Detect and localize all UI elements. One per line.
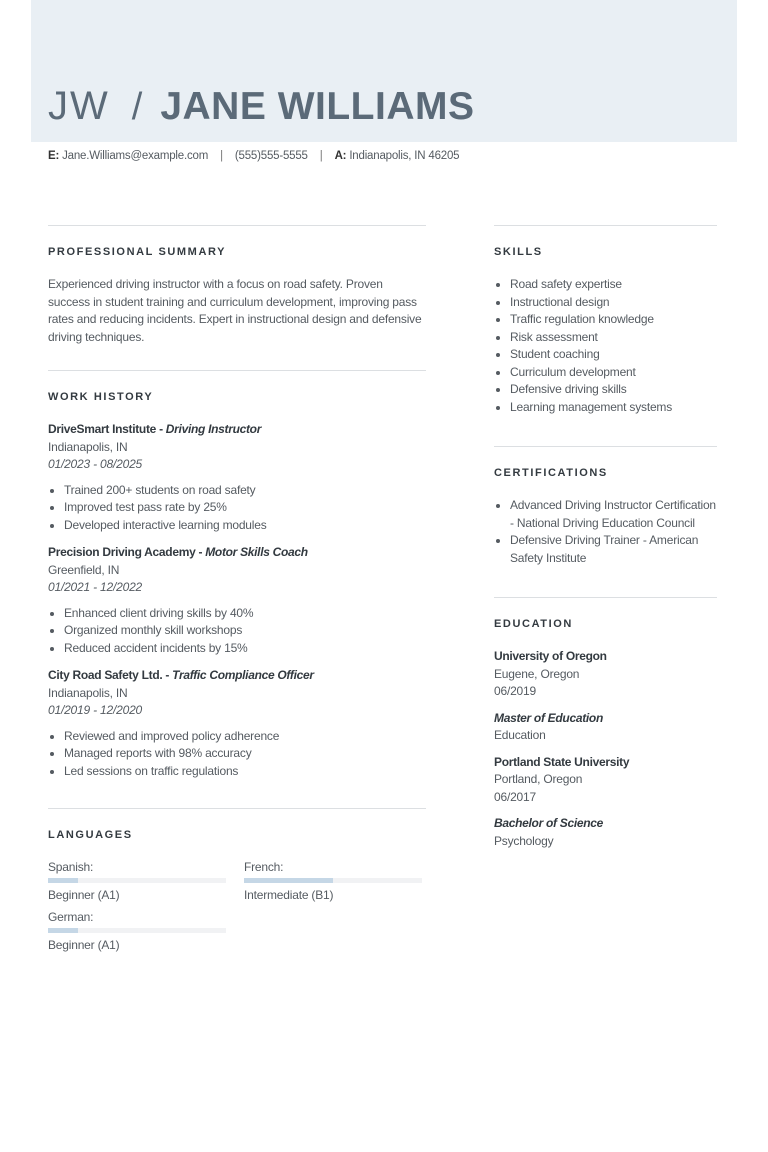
skill-item: • Curriculum development <box>510 364 717 382</box>
certification-item: • Advanced Driving Instructor Certification - National Driving Education Council <box>510 497 717 532</box>
job-bullet: • Organized monthly skill workshops <box>64 622 426 640</box>
contact-separator: | <box>220 150 223 162</box>
address-value: Indianapolis, IN 46205 <box>349 150 460 162</box>
section-divider <box>494 225 717 226</box>
education-entry <box>494 648 717 701</box>
job-heading: Precision Driving Academy - Motor Skills Coach <box>48 545 308 559</box>
education-date: 06/2017 <box>494 789 536 804</box>
education-degree-entry <box>494 815 717 850</box>
email-value[interactable]: Jane.Williams@example.com <box>62 150 209 162</box>
languages-section <box>48 829 426 953</box>
section-divider <box>494 597 717 598</box>
education-section <box>494 618 717 850</box>
language-bar <box>244 878 422 883</box>
job-bullet: • Reviewed and improved policy adherence <box>64 728 426 746</box>
full-name: JANE WILLIAMS <box>160 85 475 128</box>
section-divider <box>48 370 426 371</box>
job-bullet: • Managed reports with 98% accuracy <box>64 745 426 763</box>
education-location: Eugene, Oregon <box>494 666 580 681</box>
language-bar <box>48 878 226 883</box>
skill-item: • Traffic regulation knowledge <box>510 311 717 329</box>
work-history-section <box>48 391 426 780</box>
job-bullet: • Reduced accident incidents by 15% <box>64 640 426 658</box>
job-location: Greenfield, IN <box>48 562 120 577</box>
education-location: Portland, Oregon <box>494 772 583 786</box>
job-role: Traffic Compliance Officer <box>172 668 314 682</box>
section-divider <box>494 446 717 447</box>
education-title: EDUCATION <box>494 618 573 630</box>
language-level: Intermediate (B1) <box>244 888 334 902</box>
job-bullets <box>48 728 426 781</box>
name-header <box>48 84 475 130</box>
language-item <box>48 859 226 903</box>
education-entry <box>494 754 717 807</box>
skills-list <box>494 276 717 416</box>
job-company: Precision Driving Academy <box>48 545 196 559</box>
education-date: 06/2019 <box>494 684 536 698</box>
name-slash: / <box>131 86 143 128</box>
education-school: Portland State University <box>494 754 630 769</box>
language-bar-fill <box>48 928 78 933</box>
job-entry <box>48 667 426 780</box>
job-location: Indianapolis, IN <box>48 439 128 454</box>
job-dates: 01/2021 - 12/2022 <box>48 580 143 594</box>
job-heading: City Road Safety Ltd. - Traffic Compliance Officer <box>48 668 314 682</box>
language-item <box>48 909 226 953</box>
language-name: Spanish: <box>48 860 94 874</box>
section-divider <box>48 808 426 809</box>
right-column <box>494 225 717 859</box>
summary-title: PROFESSIONAL SUMMARY <box>48 246 227 258</box>
language-bar <box>48 928 226 933</box>
skill-item: • Risk assessment <box>510 329 717 347</box>
job-dates: 01/2019 - 12/2020 <box>48 703 143 717</box>
contact-line <box>48 150 459 162</box>
phone-value[interactable]: (555)555-5555 <box>234 150 308 162</box>
skill-item: • Defensive driving skills <box>510 381 717 399</box>
language-name: German: <box>48 910 94 924</box>
skills-section <box>494 246 717 416</box>
skill-item: • Student coaching <box>510 346 717 364</box>
job-role: Driving Instructor <box>165 422 262 436</box>
job-bullets <box>48 605 426 658</box>
language-level: Beginner (A1) <box>48 888 120 902</box>
certifications-title: CERTIFICATIONS <box>494 467 608 479</box>
job-heading: DriveSmart Institute - Driving Instructor <box>48 422 262 436</box>
language-bar-fill <box>48 878 78 883</box>
job-company: DriveSmart Institute <box>48 422 157 436</box>
languages-grid <box>48 859 426 953</box>
work-history-title: WORK HISTORY <box>48 391 154 403</box>
job-bullet: • Led sessions on traffic regulations <box>64 763 426 781</box>
skill-item: • Learning management systems <box>510 399 717 417</box>
certification-item: • Defensive Driving Trainer - American Safety Institute <box>510 532 717 567</box>
education-school: University of Oregon <box>494 649 607 663</box>
education-field: Psychology <box>494 833 554 848</box>
languages-title: LANGUAGES <box>48 829 133 841</box>
job-company: City Road Safety Ltd. <box>48 668 163 682</box>
job-dates: 01/2023 - 08/2025 <box>48 457 143 471</box>
job-bullets <box>48 482 426 535</box>
language-bar-fill <box>244 878 333 883</box>
skills-title: SKILLS <box>494 246 543 258</box>
left-column <box>48 225 426 953</box>
education-field: Education <box>494 728 546 742</box>
job-bullet: • Developed interactive learning modules <box>64 517 426 535</box>
education-degree: Bachelor of Science <box>494 816 604 830</box>
education-degree-entry <box>494 710 717 745</box>
job-bullet: • Trained 200+ students on road safety <box>64 482 426 500</box>
job-bullet: • Improved test pass rate by 25% <box>64 499 426 517</box>
language-level: Beginner (A1) <box>48 938 120 952</box>
job-location: Indianapolis, IN <box>48 685 128 700</box>
job-entry <box>48 544 426 657</box>
summary-text: Experienced driving instructor with a focus on road safety. Proven success in student training and curriculum development, improving pass rates and reducing incidents. Expert in instructional design and defensive driving techniques. <box>48 277 422 344</box>
job-bullet: • Enhanced client driving skills by 40% <box>64 605 426 623</box>
initials: JW <box>48 84 110 128</box>
language-name: French: <box>244 860 284 874</box>
certifications-list <box>494 497 717 567</box>
contact-separator: | <box>319 150 323 162</box>
language-item <box>244 859 422 903</box>
job-role: Motor Skills Coach <box>205 545 308 559</box>
education-degree: Master of Education <box>494 710 603 725</box>
email-label: E: <box>48 150 60 162</box>
skill-item: • Instructional design <box>510 294 717 312</box>
address-label: A: <box>334 150 347 162</box>
certifications-section <box>494 467 717 567</box>
section-divider <box>48 225 426 226</box>
job-entry <box>48 421 426 534</box>
skill-item: • Road safety expertise <box>510 276 717 294</box>
